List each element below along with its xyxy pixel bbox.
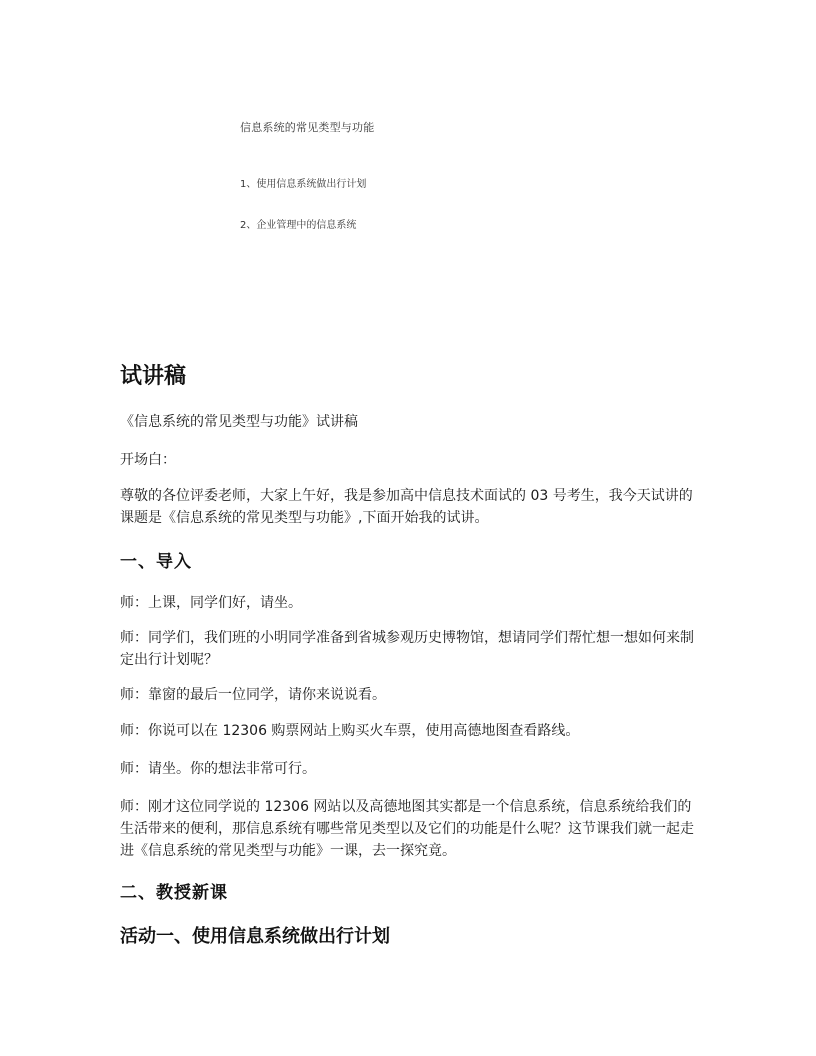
intro-line-5: 师：请坐。你的想法非常可行。 [120,761,316,777]
intro-line-4: 师：你说可以在 12306 购票网站上购买火车票，使用高德地图查看路线。 [120,723,580,739]
opening-paragraph: 尊敬的各位评委老师，大家上午好，我是参加高中信息技术面试的 03 号考生，我今天试讲的课题是《信息系统的常见类型与功能》,下面开始我的试讲。 [120,488,693,526]
document-subtitle: 《信息系统的常见类型与功能》试讲稿 [120,414,358,430]
section-heading-intro: 一、导入 [120,552,192,572]
section-heading-new-lesson: 二、教授新课 [120,883,228,903]
activity-heading-1: 活动一、使用信息系统做出行计划 [120,926,390,947]
outline-item-2: 2、企业管理中的信息系统 [240,220,357,231]
intro-line-3: 师：靠窗的最后一位同学，请你来说说看。 [120,687,386,703]
outline-title: 信息系统的常见类型与功能 [240,121,375,134]
intro-line-2: 师：同学们，我们班的小明同学准备到省城参观历史博物馆，想请同学们帮忙想一想如何来制定出行计划呢？ [120,630,694,668]
document-title: 试讲稿 [120,364,187,389]
intro-line-6: 师：刚才这位同学说的 12306 网站以及高德地图其实都是一个信息系统，信息系统给我们的生活带来的便利，那信息系统有哪些常见类型以及它们的功能是什么呢？这节课我们就一起走进《信息系统的常见类型与功能》一课，去一探究竟。 [120,799,694,859]
opening-label: 开场白： [120,452,176,468]
outline-item-1: 1、使用信息系统做出行计划 [240,179,367,190]
intro-line-1: 师：上课，同学们好，请坐。 [120,595,302,611]
